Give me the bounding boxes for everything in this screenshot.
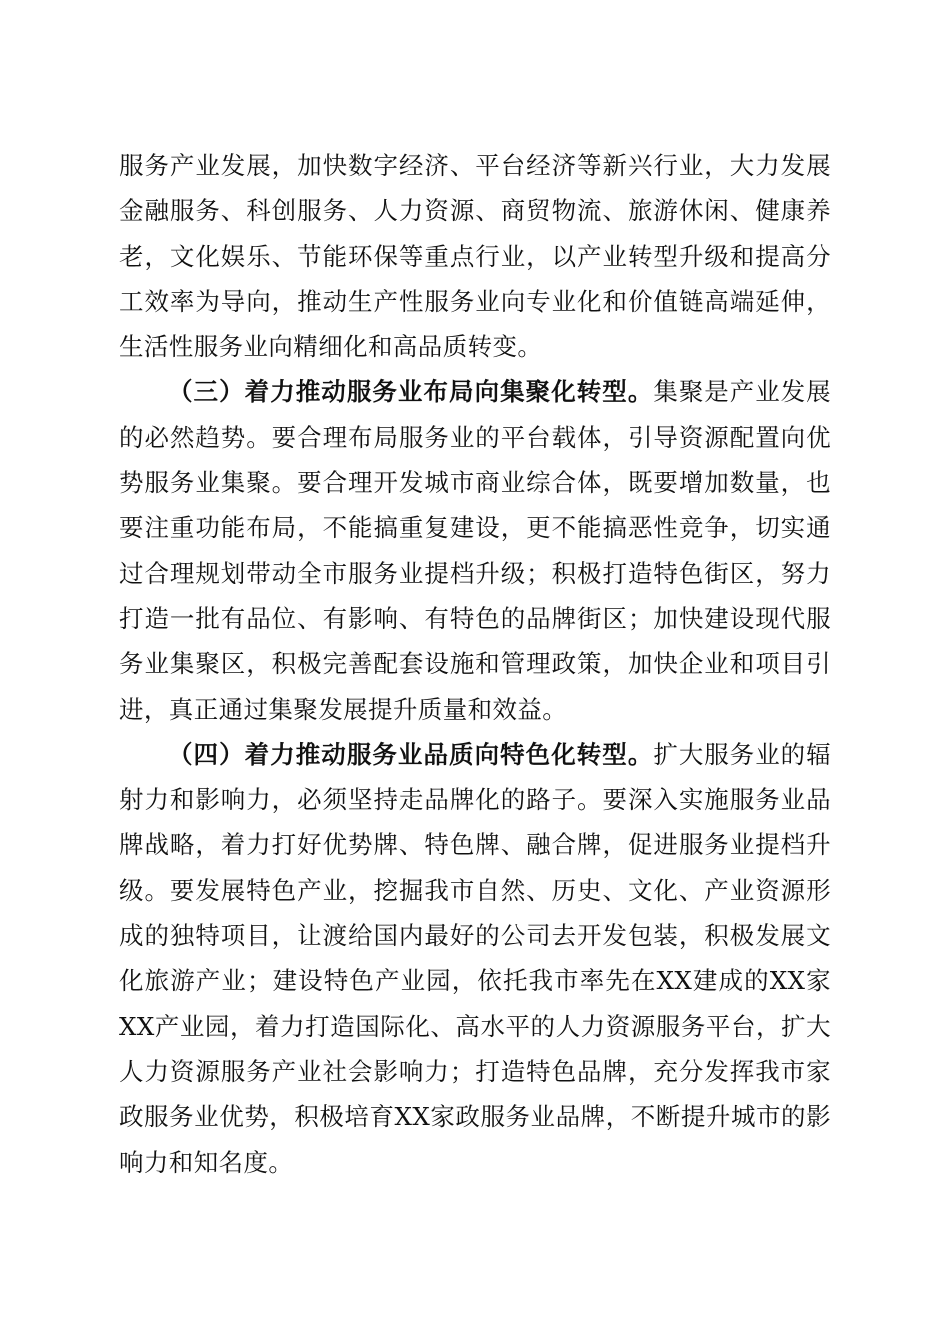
section-4-heading: （四）着力推动服务业品质向特色化转型。 bbox=[168, 739, 654, 769]
section-4-text: 扩大服务业的辐射力和影响力，必须坚持走品牌化的路子。要深入实施服务业品牌战略，着力打好优势牌、特色牌、融合牌，促进服务业提档升级。要发展特色产业，挖掘我市自然、历史、文化、产业资源形成的独特项目，让渡给国内最好的公司去开发包装，积极发展文化旅游产业；建设特色产业园，依托我市率先在XX建成的XX家XX产业园，着力打造国际化、高水平的人力资源服务平台，扩大人力资源服务产业社会影响力；打造特色品牌，充分发挥我市家政服务业优势，积极培育XX家政服务业品牌，不断提升城市的影响力和知名度。 bbox=[119, 739, 831, 1177]
paragraph-section-3 bbox=[119, 369, 831, 731]
paragraph-section-4 bbox=[119, 732, 831, 1185]
section-3-heading: （三）着力推动服务业布局向集聚化转型。 bbox=[168, 377, 654, 407]
paragraph-continuation bbox=[119, 143, 831, 369]
paragraph-text: 服务产业发展，加快数字经济、平台经济等新兴行业，大力发展金融服务、科创服务、人力资源、商贸物流、旅游休闲、健康养老，文化娱乐、节能环保等重点行业，以产业转型升级和提高分工效率为导向，推动生产性服务业向专业化和价值链高端延伸，生活性服务业向精细化和高品质转变。 bbox=[119, 151, 831, 362]
section-3-text: 集聚是产业发展的必然趋势。要合理布局服务业的平台载体，引导资源配置向优势服务业集聚。要合理开发城市商业综合体，既要增加数量，也要注重功能布局，不能搞重复建设，更不能搞恶性竞争，切实通过合理规划带动全市服务业提档升级；积极打造特色街区，努力打造一批有品位、有影响、有特色的品牌街区；加快建设现代服务业集聚区，积极完善配套设施和管理政策，加快企业和项目引进，真正通过集聚发展提升质量和效益。 bbox=[119, 377, 831, 724]
document-body bbox=[119, 143, 831, 1185]
